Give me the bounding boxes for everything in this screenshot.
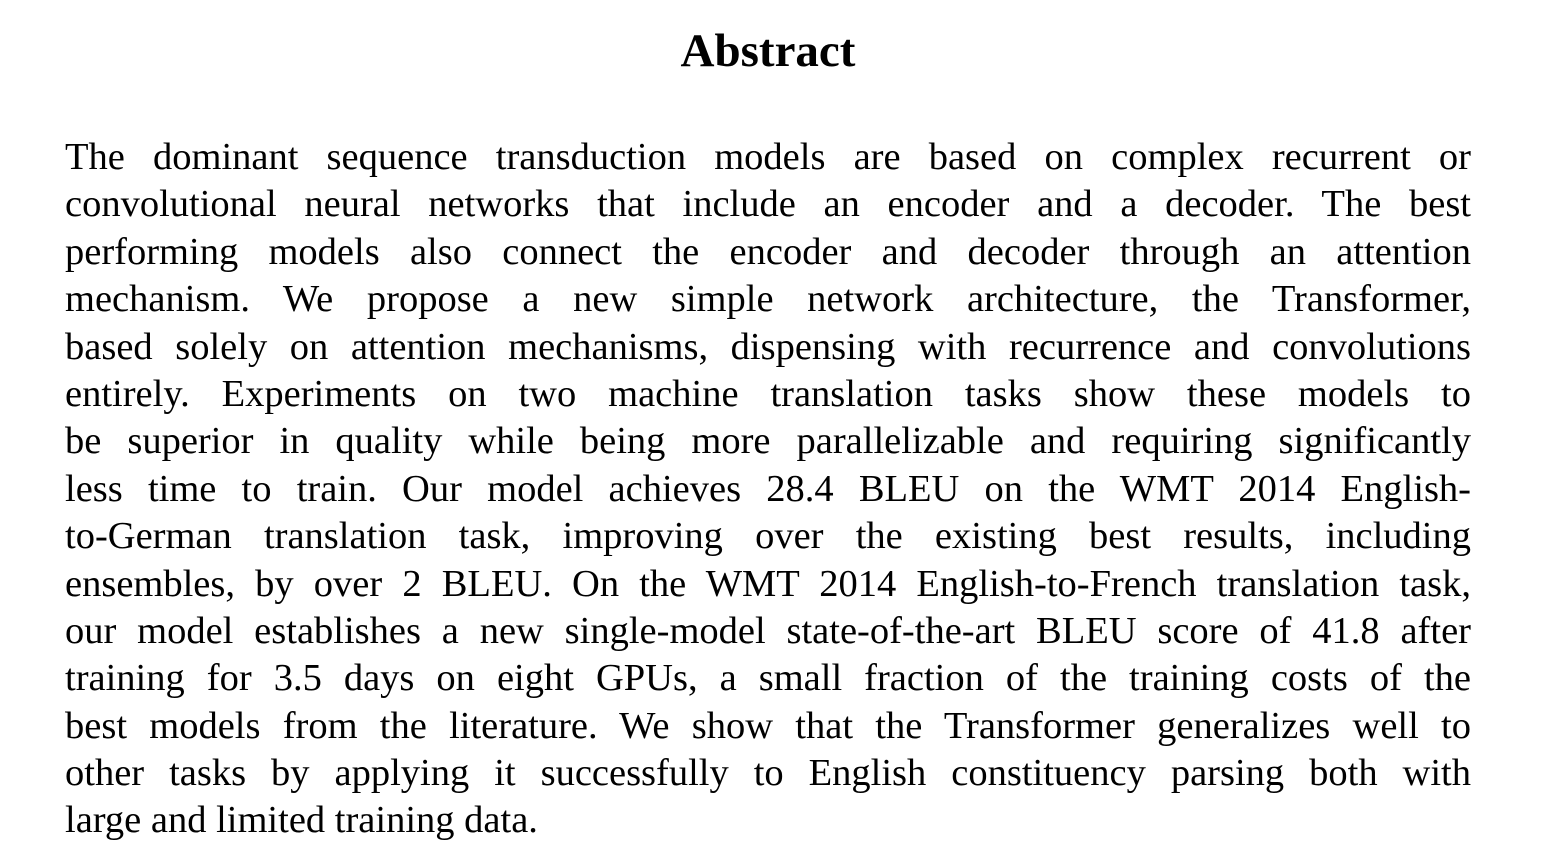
abstract-line: ensembles, by over 2 BLEU. On the WMT 2014 English-to-French translation task, (65, 562, 1471, 605)
abstract-body (65, 134, 1471, 845)
abstract-line: best models from the literature. We show that the Transformer generalizes well to (65, 704, 1471, 747)
abstract-line: less time to train. Our model achieves 28.4 BLEU on the WMT 2014 English- (65, 467, 1471, 510)
abstract-line: performing models also connect the encoder and decoder through an attention (65, 230, 1471, 273)
abstract-line: other tasks by applying it successfully to English constituency parsing both with (65, 752, 1471, 795)
abstract-line: be superior in quality while being more parallelizable and requiring significantly (65, 420, 1471, 463)
abstract-line: The dominant sequence transduction models are based on complex recurrent or (65, 136, 1471, 178)
abstract-line: to-German translation task, improving over the existing best results, including (65, 515, 1471, 558)
abstract-line: training for 3.5 days on eight GPUs, a small fraction of the training costs of the (65, 657, 1471, 700)
abstract-line: convolutional neural networks that include an encoder and a decoder. The best (65, 183, 1471, 226)
abstract-line: mechanism. We propose a new simple network architecture, the Transformer, (65, 278, 1471, 321)
abstract-line: our model establishes a new single-model state-of-the-art BLEU score of 41.8 after (65, 609, 1471, 652)
abstract-line: based solely on attention mechanisms, dispensing with recurrence and convolutions (65, 325, 1471, 368)
abstract-heading: Abstract (680, 25, 856, 77)
abstract-line-last: large and limited training data. (65, 799, 538, 842)
abstract-line: entirely. Experiments on two machine translation tasks show these models to (65, 372, 1471, 415)
